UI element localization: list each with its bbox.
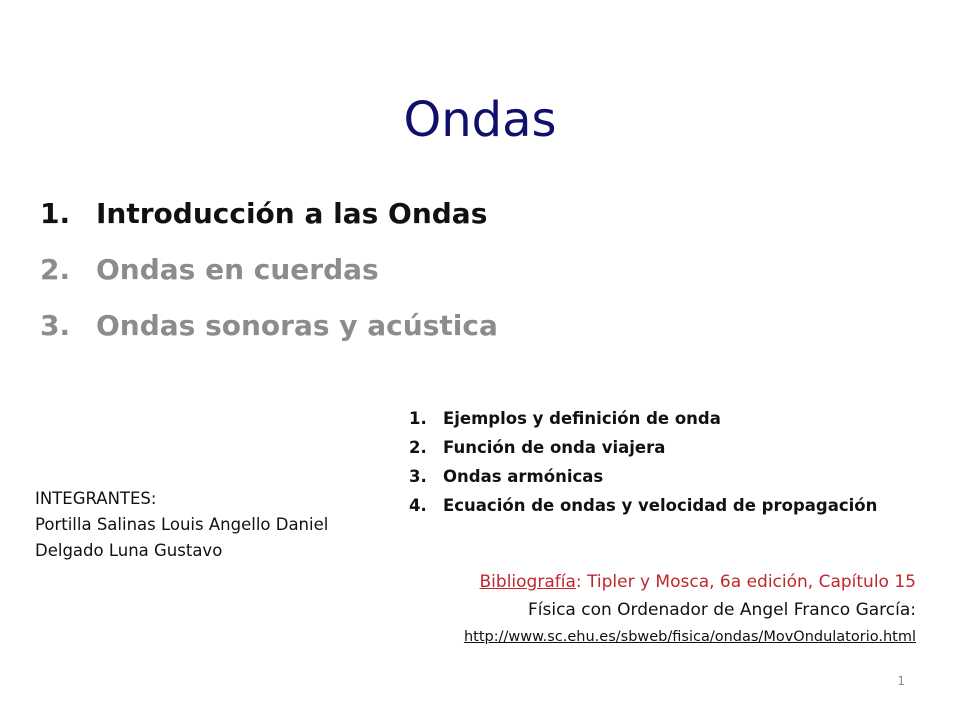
team-member: Delgado Luna Gustavo <box>35 541 223 560</box>
team-block <box>35 486 328 564</box>
sub-topic-label: Ondas armónicas <box>443 467 604 486</box>
sub-topic-item <box>409 491 877 520</box>
sub-topic-number: 2. <box>409 438 427 457</box>
main-topic-item <box>40 248 498 304</box>
team-heading: INTEGRANTES: <box>35 489 157 508</box>
main-topic-label: Ondas sonoras y acústica <box>96 309 498 342</box>
team-member: Portilla Salinas Louis Angello Daniel <box>35 515 329 534</box>
sub-topic-label: Ecuación de ondas y velocidad de propagación <box>443 496 878 515</box>
sub-topic-item <box>409 404 877 433</box>
sub-topic-item <box>409 462 877 491</box>
main-topic-number: 3. <box>40 309 71 342</box>
bibliography-block <box>464 568 916 650</box>
main-topic-number: 2. <box>40 253 71 286</box>
sub-topic-label: Ejemplos y definición de onda <box>443 409 721 428</box>
main-topic-number: 1. <box>40 197 71 230</box>
main-topic-list <box>40 192 498 360</box>
sub-topic-number: 3. <box>409 467 427 486</box>
bibliography-separator: : <box>575 572 582 592</box>
page-number: 1 <box>897 674 905 688</box>
slide-title: Ondas <box>403 92 557 148</box>
sub-topic-number: 1. <box>409 409 427 428</box>
sub-topic-list <box>409 404 877 520</box>
bibliography-reference <box>464 568 916 596</box>
main-topic-item <box>40 304 498 360</box>
main-topic-item <box>40 192 498 248</box>
bibliography-source: Tipler y Mosca, 6a edición, Capítulo 15 <box>581 572 916 592</box>
sub-topic-number: 4. <box>409 496 427 515</box>
sub-topic-label: Función de onda viajera <box>443 438 666 457</box>
bibliography-link[interactable]: http://www.sc.ehu.es/sbweb/fisica/ondas/MovOndulatorio.html <box>463 629 916 645</box>
main-topic-label: Introducción a las Ondas <box>96 197 488 230</box>
bibliography-label: Bibliografía <box>479 572 576 592</box>
bibliography-secondary: Física con Ordenador de Angel Franco García: <box>527 600 916 620</box>
main-topic-label: Ondas en cuerdas <box>96 253 379 286</box>
sub-topic-item <box>409 433 877 462</box>
